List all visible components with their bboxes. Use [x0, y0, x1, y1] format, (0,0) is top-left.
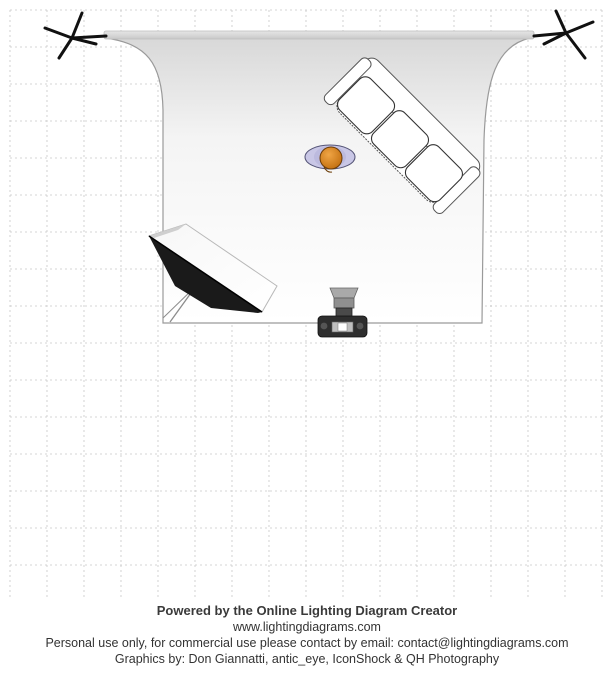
powered-by-text: Powered by the Online Lighting Diagram Creator: [156, 603, 458, 618]
license-text: Personal use only, for commercial use please contact by email: contact@lightingdiagrams.com: [45, 636, 569, 650]
light-stand-icon: [534, 11, 593, 58]
light-stand-icon: [45, 13, 106, 58]
website-link[interactable]: www.lightingdiagrams.com: [233, 620, 381, 634]
credits-text: Graphics by: Don Giannatti, antic_eye, IconShock & QH Photography: [114, 652, 500, 666]
